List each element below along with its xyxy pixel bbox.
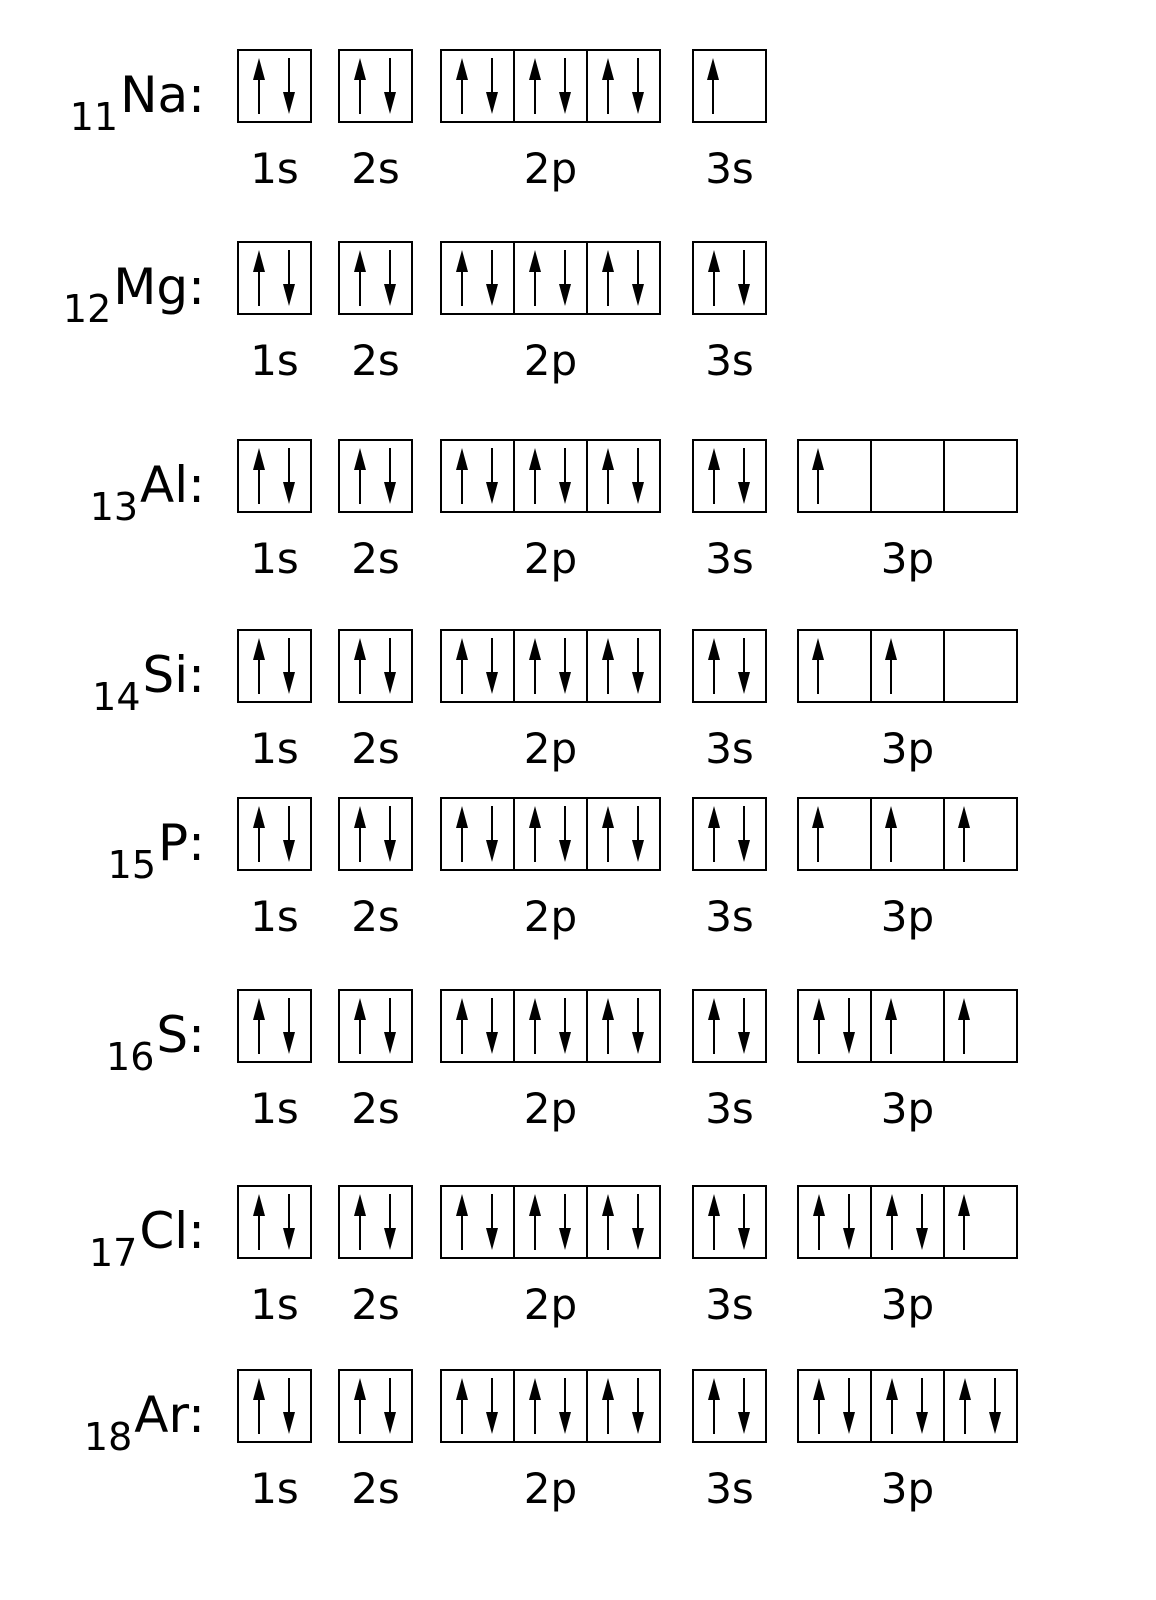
orbital-box <box>339 242 412 314</box>
orbital-label: 3p <box>880 892 935 941</box>
orbital-box <box>693 798 766 870</box>
element-row <box>106 990 1017 1133</box>
orbital-label: 2s <box>351 892 400 941</box>
subshell-3p <box>798 990 1017 1133</box>
orbital-label: 3p <box>880 1084 935 1133</box>
subshell-3p <box>798 440 1017 583</box>
orbital-box <box>798 798 871 870</box>
element-row <box>63 242 766 385</box>
element-symbol: Ar: <box>134 1386 205 1444</box>
orbital-box <box>944 630 1017 702</box>
element-row <box>89 1186 1017 1329</box>
orbital-label: 2p <box>523 336 578 385</box>
orbital-box <box>871 1186 944 1258</box>
orbital-label: 2p <box>523 1464 578 1513</box>
orbital-box <box>238 1370 311 1442</box>
subshell-2p <box>441 990 660 1133</box>
subshell-3s <box>693 1370 766 1513</box>
subshell-2s <box>339 630 412 773</box>
orbital-box <box>339 440 412 512</box>
orbital-box <box>238 50 311 122</box>
subshell-1s <box>238 990 311 1133</box>
orbital-box <box>238 798 311 870</box>
element-symbol: Na: <box>120 66 205 124</box>
orbital-label: 3s <box>705 892 754 941</box>
orbital-label: 2s <box>351 1464 400 1513</box>
orbital-box <box>587 242 660 314</box>
orbital-box <box>238 242 311 314</box>
subshell-3s <box>693 1186 766 1329</box>
orbital-box <box>693 50 766 122</box>
orbital-label: 2p <box>523 892 578 941</box>
subshell-2p <box>441 242 660 385</box>
element-row <box>84 1370 1017 1513</box>
orbital-label: 3s <box>705 336 754 385</box>
orbital-box <box>514 50 587 122</box>
atomic-number: 11 <box>69 95 119 139</box>
element-row <box>90 440 1017 583</box>
orbital-box <box>441 440 514 512</box>
orbital-box <box>587 990 660 1062</box>
orbital-box <box>339 1370 412 1442</box>
subshell-2p <box>441 50 660 193</box>
subshell-3p <box>798 798 1017 941</box>
element-row <box>108 798 1017 941</box>
subshell-3s <box>693 990 766 1133</box>
orbital-box <box>441 1186 514 1258</box>
orbital-box <box>587 440 660 512</box>
orbital-box <box>339 798 412 870</box>
orbital-label: 3p <box>880 534 935 583</box>
orbital-box <box>798 1186 871 1258</box>
subshell-2s <box>339 440 412 583</box>
subshell-3s <box>693 798 766 941</box>
orbital-box <box>693 630 766 702</box>
orbital-box <box>441 242 514 314</box>
orbital-box <box>587 1186 660 1258</box>
orbital-box <box>514 630 587 702</box>
orbital-box <box>944 440 1017 512</box>
orbital-box <box>514 242 587 314</box>
orbital-label: 1s <box>250 1464 299 1513</box>
orbital-box <box>798 1370 871 1442</box>
orbital-label: 2s <box>351 336 400 385</box>
subshell-3p <box>798 1186 1017 1329</box>
subshell-3p <box>798 1370 1017 1513</box>
atomic-number: 13 <box>89 485 139 529</box>
orbital-label: 3p <box>880 1464 935 1513</box>
orbital-box <box>339 50 412 122</box>
orbital-box <box>871 990 944 1062</box>
subshell-3s <box>693 630 766 773</box>
orbital-box <box>944 1370 1017 1442</box>
subshell-1s <box>238 242 311 385</box>
atomic-number: 18 <box>83 1415 133 1459</box>
orbital-label: 2s <box>351 1280 400 1329</box>
orbital-box <box>693 1370 766 1442</box>
orbital-label: 1s <box>250 534 299 583</box>
subshell-2s <box>339 50 412 193</box>
subshell-1s <box>238 1370 311 1513</box>
subshell-1s <box>238 798 311 941</box>
element-symbol: Al: <box>140 456 205 514</box>
orbital-box <box>944 1186 1017 1258</box>
orbital-box <box>871 1370 944 1442</box>
orbital-box <box>944 990 1017 1062</box>
orbital-label: 3s <box>705 144 754 193</box>
subshell-2s <box>339 242 412 385</box>
orbital-box <box>441 990 514 1062</box>
subshell-2p <box>441 630 660 773</box>
subshell-1s <box>238 630 311 773</box>
subshell-1s <box>238 50 311 193</box>
orbital-label: 2p <box>523 724 578 773</box>
orbital-box <box>514 440 587 512</box>
orbital-box <box>514 990 587 1062</box>
subshell-2p <box>441 440 660 583</box>
orbital-label: 2p <box>523 1084 578 1133</box>
orbital-box <box>693 440 766 512</box>
orbital-box <box>238 1186 311 1258</box>
orbital-box <box>587 798 660 870</box>
element-symbol: Si: <box>142 646 205 704</box>
subshell-2p <box>441 1186 660 1329</box>
orbital-label: 2p <box>523 144 578 193</box>
orbital-box <box>871 798 944 870</box>
orbital-label: 1s <box>250 144 299 193</box>
orbital-label: 3p <box>880 724 935 773</box>
orbital-box <box>238 630 311 702</box>
subshell-2s <box>339 1186 412 1329</box>
element-symbol: Mg: <box>113 258 205 316</box>
orbital-label: 1s <box>250 1084 299 1133</box>
orbital-box <box>238 990 311 1062</box>
subshell-3s <box>693 50 766 193</box>
orbital-box <box>587 630 660 702</box>
orbital-box <box>871 440 944 512</box>
orbital-box <box>441 50 514 122</box>
orbital-box <box>587 1370 660 1442</box>
orbital-label: 2s <box>351 144 400 193</box>
orbital-box <box>693 1186 766 1258</box>
orbital-label: 2p <box>523 1280 578 1329</box>
orbital-label: 1s <box>250 1280 299 1329</box>
element-symbol: P: <box>158 814 205 872</box>
atomic-number: 17 <box>88 1231 138 1275</box>
orbital-box <box>514 1370 587 1442</box>
orbital-label: 1s <box>250 336 299 385</box>
atomic-number: 14 <box>92 675 141 719</box>
orbital-label: 2s <box>351 534 400 583</box>
subshell-3s <box>693 440 766 583</box>
orbital-box <box>441 798 514 870</box>
orbital-box <box>693 990 766 1062</box>
orbital-box <box>514 1186 587 1258</box>
orbital-label: 3s <box>705 724 754 773</box>
orbital-label: 3s <box>705 534 754 583</box>
subshell-2s <box>339 798 412 941</box>
element-symbol: S: <box>156 1006 205 1064</box>
orbital-box <box>339 1186 412 1258</box>
orbital-box <box>798 440 871 512</box>
subshell-1s <box>238 1186 311 1329</box>
subshell-1s <box>238 440 311 583</box>
element-row <box>70 50 766 193</box>
atomic-number: 16 <box>106 1035 155 1079</box>
orbital-box <box>339 990 412 1062</box>
orbital-label: 3p <box>880 1280 935 1329</box>
subshell-2s <box>339 990 412 1133</box>
subshell-2s <box>339 1370 412 1513</box>
subshell-3s <box>693 242 766 385</box>
orbital-label: 1s <box>250 724 299 773</box>
orbital-box <box>798 630 871 702</box>
atomic-number: 15 <box>107 843 156 887</box>
orbital-box <box>693 242 766 314</box>
element-symbol: Cl: <box>139 1202 205 1260</box>
orbital-box <box>944 798 1017 870</box>
orbital-box <box>871 630 944 702</box>
orbital-label: 3s <box>705 1464 754 1513</box>
subshell-3p <box>798 630 1017 773</box>
subshell-2p <box>441 798 660 941</box>
orbital-label: 3s <box>705 1280 754 1329</box>
orbital-box <box>441 1370 514 1442</box>
orbital-box <box>441 630 514 702</box>
orbital-box <box>587 50 660 122</box>
orbital-box <box>798 990 871 1062</box>
orbital-label: 3s <box>705 1084 754 1133</box>
orbital-box <box>339 630 412 702</box>
orbital-label: 2s <box>351 724 400 773</box>
element-row <box>92 630 1017 773</box>
orbital-label: 1s <box>250 892 299 941</box>
atomic-number: 12 <box>62 287 112 331</box>
subshell-2p <box>441 1370 660 1513</box>
orbital-label: 2p <box>523 534 578 583</box>
orbital-label: 2s <box>351 1084 400 1133</box>
orbital-box <box>238 440 311 512</box>
orbital-box <box>514 798 587 870</box>
